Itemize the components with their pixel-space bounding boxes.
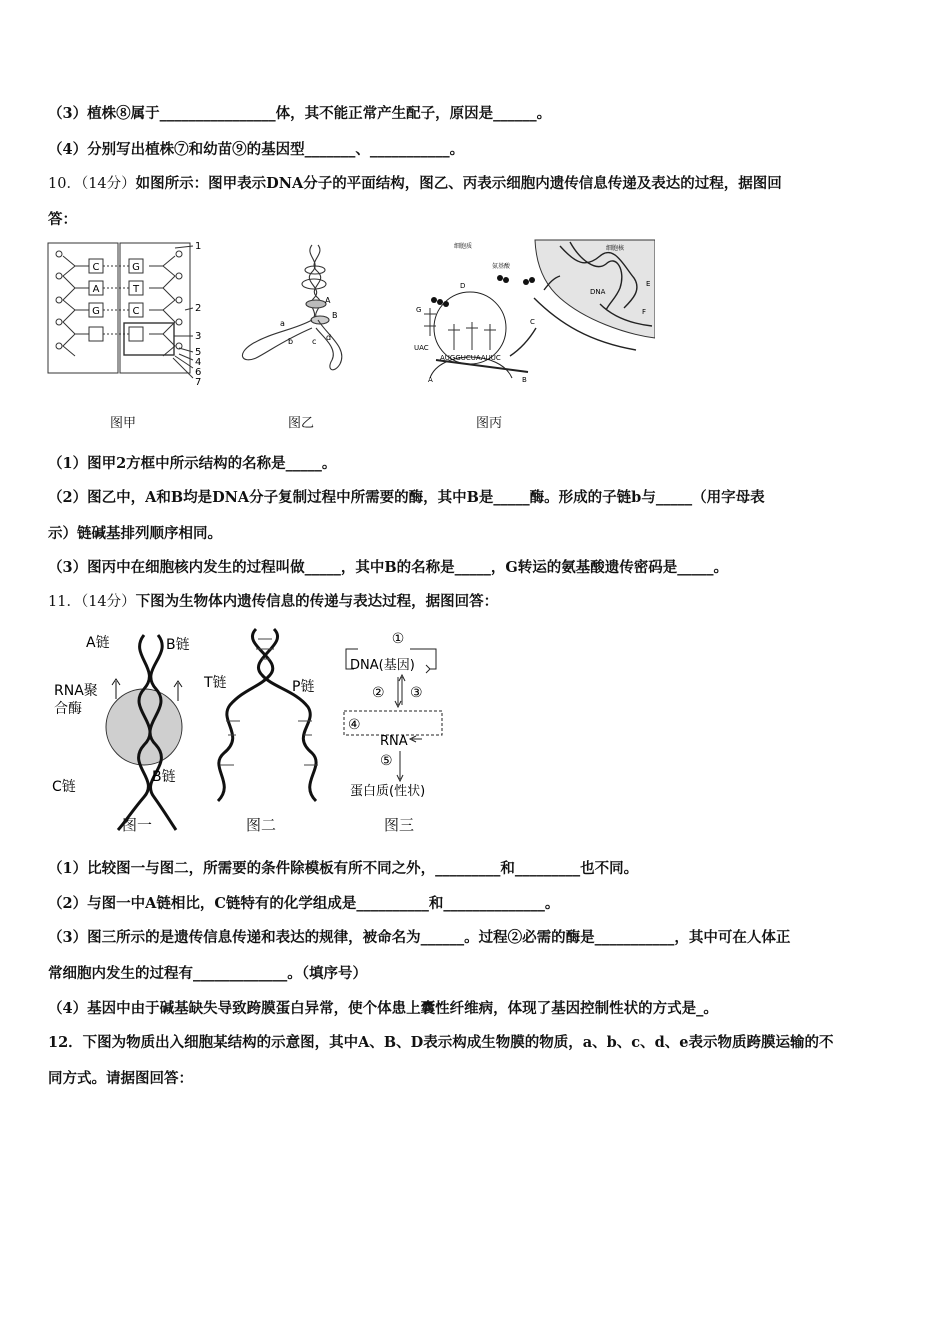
bing-label-b: B xyxy=(522,376,527,384)
q12-line-b: 同方式。请据图回答： xyxy=(48,1070,193,1087)
q11-3-line-a: （3）图三所示的是遗传信息传递和表达的规律，被命名为______。过程②必需的酶是___________，其中可在人体正 xyxy=(48,929,791,946)
figure-three xyxy=(340,625,465,810)
one-label-rna-pol-2: 合酶 xyxy=(54,701,82,717)
one-label-b-chain-bottom: B链 xyxy=(152,769,176,785)
jia-frame-right xyxy=(120,243,190,373)
jia-base-left-2: A xyxy=(92,284,100,295)
q10-heading xyxy=(48,172,782,193)
jia-num-7: 7 xyxy=(195,377,202,388)
bing-label-e: E xyxy=(646,280,651,288)
q10-3-line: （3）图丙中在细胞核内发生的过程叫做_____，其中B的名称是_____，G转运的氨基酸遗传密码是_____。 xyxy=(48,559,728,576)
jia-num-4: 4 xyxy=(195,357,202,368)
figure-one xyxy=(48,625,218,840)
yi-label-a-upper: A xyxy=(325,296,331,305)
three-label-1: ① xyxy=(391,631,405,647)
one-label-c-chain: C链 xyxy=(52,779,76,795)
bing-label-anticodon: UAC xyxy=(414,344,429,352)
three-label-rna: RNA xyxy=(380,734,408,749)
yi-label-b-upper: B xyxy=(332,311,338,320)
three-label-2: ② xyxy=(372,685,385,701)
yi-label-c: c xyxy=(312,337,317,346)
q11-3-line-b: 常细胞内发生的过程有_____________。（填序号） xyxy=(48,965,367,982)
q10-number: 10．（14分） xyxy=(48,176,136,192)
q10-heading-cont: 答： xyxy=(48,211,77,228)
yi-label-a-lower: a xyxy=(280,319,285,328)
q9-3-line: （3）植株⑧属于________________体，其不能正常产生配子，原因是______。 xyxy=(48,105,552,122)
q11-number: 11．（14分） xyxy=(48,594,136,610)
jia-frame-left xyxy=(48,243,118,373)
caption-two: 图二 xyxy=(246,816,277,834)
jia-base-right-3: C xyxy=(132,306,140,317)
q11-prompt: 下图为生物体内遗传信息的传递与表达过程，据图回答： xyxy=(135,593,499,610)
three-label-dna: DNA(基因) xyxy=(350,658,415,673)
jia-base-right-1: G xyxy=(132,262,140,273)
one-polymerase xyxy=(106,689,182,765)
q11-4-line: （4）基因中由于碱基缺失导致跨膜蛋白异常，使个体患上囊性纤维病，体现了基因控制性状的方式是_。 xyxy=(48,1000,718,1017)
jia-num-6: 6 xyxy=(195,367,202,378)
three-label-5: ⑤ xyxy=(380,753,393,769)
figure-bing xyxy=(410,238,655,388)
bing-label-a: A xyxy=(428,376,433,384)
three-label-protein: 蛋白质(性状) xyxy=(350,784,426,799)
one-label-rna-pol-1: RNA聚 xyxy=(54,683,98,699)
jia-num-1: 1 xyxy=(195,241,202,252)
bing-label-amino-acid: 氨基酸 xyxy=(492,263,511,270)
one-label-b-chain-top: B链 xyxy=(166,637,190,653)
q10-prompt: 如图所示：图甲表示DNA分子的平面结构，图乙、丙表示细胞内遗传信息传递及表达的过程，据图回 xyxy=(135,175,782,192)
jia-num-2: 2 xyxy=(195,303,202,314)
two-label-p-chain: P链 xyxy=(292,679,315,695)
jia-base-left-3: G xyxy=(92,306,100,317)
caption-three: 图三 xyxy=(384,816,415,834)
bing-label-dna: DNA xyxy=(590,288,606,296)
q11-heading xyxy=(48,590,498,611)
bing-label-c: C xyxy=(530,318,535,326)
bing-label-mrna-sequence: AUGGUCUAAUUC xyxy=(440,354,501,362)
q9-4-line: （4）分别写出植株⑦和幼苗⑨的基因型_______、___________。 xyxy=(48,141,465,158)
yi-label-b-lower: b xyxy=(288,337,294,346)
jia-base-left-1: C xyxy=(92,262,100,273)
two-label-t-chain: T链 xyxy=(204,675,227,691)
figure-jia xyxy=(45,238,210,388)
bing-label-nucleus: 细胞核 xyxy=(606,245,625,252)
q10-1-line: （1）图甲2方框中所示结构的名称是_____。 xyxy=(48,455,337,472)
bing-label-cytoplasm: 细胞质 xyxy=(454,243,473,250)
figure-two xyxy=(200,625,340,810)
q11-2-line: （2）与图一中A链相比，C链特有的化学组成是__________和______________。 xyxy=(48,895,560,912)
q10-2-line-b: 示）链碱基排列顺序相同。 xyxy=(48,525,222,542)
jia-base-right-2: T xyxy=(132,284,140,295)
one-label-a-chain: A链 xyxy=(86,635,110,651)
three-label-3: ③ xyxy=(410,685,423,701)
caption-yi: 图乙 xyxy=(288,416,315,431)
yi-label-d: d xyxy=(326,333,332,342)
bing-label-d: D xyxy=(460,282,466,290)
q10-2-line-a: （2）图乙中，A和B均是DNA分子复制过程中所需要的酶，其中B是_____酶。形成的子链b与_____（用字母表 xyxy=(48,489,765,506)
jia-num-3: 3 xyxy=(195,331,202,342)
bing-label-f: F xyxy=(642,308,647,316)
figure-yi xyxy=(228,240,378,380)
caption-one: 图一 xyxy=(122,816,153,834)
caption-bing: 图丙 xyxy=(476,416,503,431)
q11-1-line: （1）比较图一与图二，所需要的条件除模板有所不同之外，_________和_________也不同。 xyxy=(48,860,639,877)
q12-line-a: 12．下图为物质出入细胞某结构的示意图，其中A、B、D表示构成生物膜的物质，a、b、c、d、e表示物质跨膜运输的不 xyxy=(48,1034,834,1051)
three-label-4: ④ xyxy=(348,717,361,733)
caption-jia: 图甲 xyxy=(110,416,137,431)
jia-num-5: 5 xyxy=(195,347,202,358)
bing-label-g: G xyxy=(416,306,422,314)
